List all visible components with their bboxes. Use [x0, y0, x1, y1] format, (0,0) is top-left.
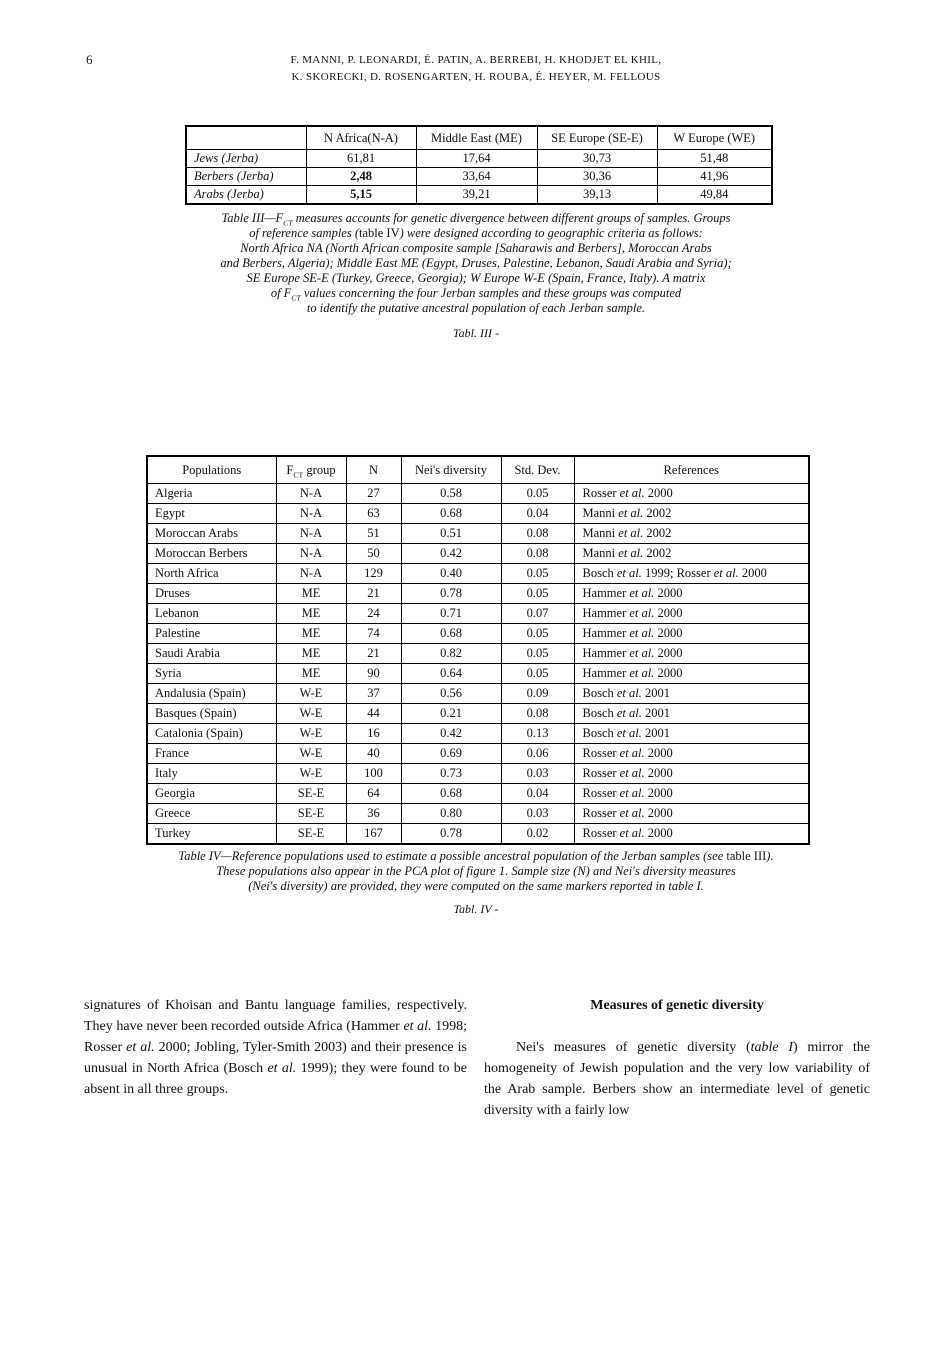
caption-line: of reference samples (table IV) were designed according to geographic criteria as follows:: [249, 226, 703, 240]
table-cell: 0.08: [501, 524, 574, 544]
caption-line: of $F_{CT}$ values concerning the four Jerban samples and these groups was computed: [270, 286, 682, 303]
table-row: [186, 168, 772, 186]
table-cell: 0.64: [401, 664, 501, 684]
table-cell: Druses: [147, 584, 276, 604]
column-header: SE Europe (SE-E): [537, 126, 657, 150]
caption-line: to identify the putative ancestral population of each Jerban sample.: [306, 301, 646, 315]
table-row: [147, 764, 809, 784]
table-cell: SE-E: [276, 804, 346, 824]
table-cell: 39,21: [416, 186, 537, 205]
table-row: [147, 784, 809, 804]
table-cell: 49,84: [657, 186, 772, 205]
table-cell: 44: [346, 704, 401, 724]
table-cell: 51: [346, 524, 401, 544]
table-cell: 0.05: [501, 664, 574, 684]
header-row: [147, 456, 809, 484]
table-cell: W-E: [276, 744, 346, 764]
table-cell: N-A: [276, 524, 346, 544]
table-row: [147, 484, 809, 504]
table-cell: 50: [346, 544, 401, 564]
table-row: [147, 604, 809, 624]
table-cell: 0.21: [401, 704, 501, 724]
table4-label: Tabl. IV -: [453, 902, 499, 916]
table-cell: ME: [276, 604, 346, 624]
table-row: [186, 186, 772, 205]
running-head-line1: F. MANNI, P. LEONARDI, É. PATIN, A. BERREBI, H. KHODJET EL KHIL,: [290, 54, 662, 66]
table4-caption: [0, 849, 952, 894]
table-cell: 30,36: [537, 168, 657, 186]
table-cell: 21: [346, 584, 401, 604]
page-number: 6: [86, 52, 93, 67]
table-cell: N-A: [276, 484, 346, 504]
table-cell: Rosser et al. 2000: [574, 784, 809, 804]
table-cell: Jews (Jerba): [186, 150, 306, 168]
table-cell: N-A: [276, 544, 346, 564]
table-cell: Hammer et al. 2000: [574, 664, 809, 684]
table-row: [147, 584, 809, 604]
table-cell: Catalonia (Spain): [147, 724, 276, 744]
table-cell: 0.40: [401, 564, 501, 584]
table-cell: SE-E: [276, 824, 346, 845]
table-cell: Rosser et al. 2000: [574, 484, 809, 504]
table-cell: Moroccan Arabs: [147, 524, 276, 544]
table-cell: 0.04: [501, 784, 574, 804]
table3-caption: [0, 211, 952, 316]
table-cell: Greece: [147, 804, 276, 824]
table-cell: 5,15: [306, 186, 416, 205]
table-cell: Egypt: [147, 504, 276, 524]
table-cell: 0.51: [401, 524, 501, 544]
table-cell: Rosser et al. 2000: [574, 744, 809, 764]
table-cell: 0.07: [501, 604, 574, 624]
table-cell: Bosch et al. 1999; Rosser et al. 2000: [574, 564, 809, 584]
body-right-column: [484, 995, 870, 1121]
table-cell: W-E: [276, 724, 346, 744]
table-cell: 24: [346, 604, 401, 624]
table-row: [147, 524, 809, 544]
table-cell: 41,96: [657, 168, 772, 186]
right-paragraph: Nei's measures of genetic diversity (table I) mirror the homogeneity of Jewish population and the very low variability of the Arab sample. Berbers show an intermediate level of genetic diversity with a fairly low: [484, 1040, 871, 1118]
table-cell: 0.69: [401, 744, 501, 764]
table-cell: 16: [346, 724, 401, 744]
table-row: [147, 664, 809, 684]
table-cell: 0.68: [401, 624, 501, 644]
table-cell: 0.03: [501, 764, 574, 784]
table-row: [147, 824, 809, 845]
column-header: W Europe (WE): [657, 126, 772, 150]
table-cell: Turkey: [147, 824, 276, 845]
table-cell: 167: [346, 824, 401, 845]
table-cell: France: [147, 744, 276, 764]
section-heading: Measures of genetic diversity: [590, 998, 764, 1013]
caption-line: Table IV—Reference populations used to estimate a possible ancestral population of the Jerban samples (see table III).: [178, 849, 774, 863]
table-cell: Hammer et al. 2000: [574, 624, 809, 644]
table-cell: N-A: [276, 564, 346, 584]
table-cell: Manni et al. 2002: [574, 524, 809, 544]
table-cell: ME: [276, 624, 346, 644]
table-cell: 0.56: [401, 684, 501, 704]
caption-line: (Nei's diversity) are provided, they were computed on the same markers reported in table I.: [248, 879, 704, 893]
table-cell: 40: [346, 744, 401, 764]
table-cell: 0.78: [401, 824, 501, 845]
table-cell: Hammer et al. 2000: [574, 604, 809, 624]
table-row: [147, 804, 809, 824]
column-header: Middle East (ME): [416, 126, 537, 150]
table-cell: 17,64: [416, 150, 537, 168]
table-cell: 2,48: [306, 168, 416, 186]
table-cell: 61,81: [306, 150, 416, 168]
table-cell: Moroccan Berbers: [147, 544, 276, 564]
table-cell: 27: [346, 484, 401, 504]
table-cell: 74: [346, 624, 401, 644]
table-cell: Andalusia (Spain): [147, 684, 276, 704]
table-cell: Rosser et al. 2000: [574, 824, 809, 845]
table-cell: N-A: [276, 504, 346, 524]
table-cell: 37: [346, 684, 401, 704]
table-cell: 0.05: [501, 564, 574, 584]
table-row: [147, 744, 809, 764]
table-cell: 0.05: [501, 584, 574, 604]
caption-line: These populations also appear in the PCA plot of figure 1. Sample size (N) and Nei's diversity measures: [216, 864, 736, 878]
table3-label: Tabl. III -: [453, 326, 499, 340]
table-cell: W-E: [276, 684, 346, 704]
table-cell: Rosser et al. 2000: [574, 764, 809, 784]
table-row: [147, 684, 809, 704]
table-cell: Arabs (Jerba): [186, 186, 306, 205]
column-header: [186, 126, 306, 150]
table-cell: 0.80: [401, 804, 501, 824]
table-cell: 90: [346, 664, 401, 684]
table-row: [186, 150, 772, 168]
caption-line: Table $III—F_{CT}$ measures accounts for genetic divergence between different groups of samples. Groups: [221, 211, 731, 228]
table3-fct-divergence: [185, 125, 773, 205]
table-cell: Manni et al. 2002: [574, 504, 809, 524]
table-cell: 0.82: [401, 644, 501, 664]
table-row: [147, 704, 809, 724]
table-cell: 0.06: [501, 744, 574, 764]
table-cell: W-E: [276, 764, 346, 784]
caption-line: SE Europe SE-E (Turkey, Greece, Georgia); W Europe W-E (Spain, France, Italy). A matrix: [246, 271, 706, 285]
table-row: [147, 544, 809, 564]
table-cell: North Africa: [147, 564, 276, 584]
table-cell: 0.68: [401, 784, 501, 804]
table-row: [147, 564, 809, 584]
body-left-column: [84, 995, 467, 1100]
table-cell: 129: [346, 564, 401, 584]
table-cell: 0.03: [501, 804, 574, 824]
table-cell: 64: [346, 784, 401, 804]
table-cell: 0.68: [401, 504, 501, 524]
table4-reference-populations: [146, 455, 810, 845]
column-header: N: [346, 456, 401, 484]
table-cell: Saudi Arabia: [147, 644, 276, 664]
table-cell: ME: [276, 664, 346, 684]
running-head-line2: K. SKORECKI, D. ROSENGARTEN, H. ROUBA, É. HEYER, M. FELLOUS: [291, 71, 661, 83]
table-cell: Basques (Spain): [147, 704, 276, 724]
table-cell: 0.05: [501, 624, 574, 644]
table-row: [147, 624, 809, 644]
table-cell: Hammer et al. 2000: [574, 644, 809, 664]
table-cell: 0.02: [501, 824, 574, 845]
caption-line: and Berbers, Algeria); Middle East ME (Egypt, Druses, Palestine, Lebanon, Saudi Arabia and Syria);: [220, 256, 732, 270]
table-row: [147, 504, 809, 524]
table-cell: Syria: [147, 664, 276, 684]
table-cell: 100: [346, 764, 401, 784]
table-cell: Italy: [147, 764, 276, 784]
table-cell: Rosser et al. 2000: [574, 804, 809, 824]
table-cell: 0.04: [501, 504, 574, 524]
table-row: [147, 724, 809, 744]
table-cell: 0.08: [501, 544, 574, 564]
table-cell: Bosch et al. 2001: [574, 724, 809, 744]
table-cell: ME: [276, 644, 346, 664]
table-cell: 30,73: [537, 150, 657, 168]
running-head: [0, 52, 952, 86]
table-cell: ME: [276, 584, 346, 604]
table-cell: Algeria: [147, 484, 276, 504]
table-cell: Palestine: [147, 624, 276, 644]
table-cell: 0.09: [501, 684, 574, 704]
table-cell: 0.42: [401, 724, 501, 744]
table-cell: 36: [346, 804, 401, 824]
table-cell: 33,64: [416, 168, 537, 186]
table-cell: 0.13: [501, 724, 574, 744]
table-cell: 0.05: [501, 644, 574, 664]
table-cell: Bosch et al. 2001: [574, 684, 809, 704]
table-cell: 0.78: [401, 584, 501, 604]
table-cell: 0.58: [401, 484, 501, 504]
column-header: References: [574, 456, 809, 484]
table-cell: W-E: [276, 704, 346, 724]
column-header: Populations: [147, 456, 276, 484]
left-paragraph: signatures of Khoisan and Bantu language families, respectively. They have never been recorded outside Africa (Hammer et al. 1998; Rosser et al. 2000; Jobling, Tyler-Smith 2003) and their presence is unusual in North Africa (Bosch et al. 1999); they were found to be absent in all three groups.: [84, 998, 468, 1097]
column-header: N Africa(N-A): [306, 126, 416, 150]
table-cell: 0.42: [401, 544, 501, 564]
table-cell: 0.71: [401, 604, 501, 624]
table-cell: Manni et al. 2002: [574, 544, 809, 564]
table-cell: 0.08: [501, 704, 574, 724]
table-cell: 0.73: [401, 764, 501, 784]
table-cell: 63: [346, 504, 401, 524]
caption-line: North Africa NA (North African composite sample [Saharawis and Berbers], Moroccan Arabs: [240, 241, 712, 255]
table-cell: Lebanon: [147, 604, 276, 624]
table-cell: Berbers (Jerba): [186, 168, 306, 186]
table-cell: 39,13: [537, 186, 657, 205]
column-header: Std. Dev.: [501, 456, 574, 484]
header-row: [186, 126, 772, 150]
table-cell: 0.05: [501, 484, 574, 504]
table-cell: Georgia: [147, 784, 276, 804]
table-cell: SE-E: [276, 784, 346, 804]
column-header: Nei's diversity: [401, 456, 501, 484]
table-cell: Bosch et al. 2001: [574, 704, 809, 724]
table-row: [147, 644, 809, 664]
table-cell: 51,48: [657, 150, 772, 168]
table-cell: 21: [346, 644, 401, 664]
column-header: $F_{CT}$ group: [276, 456, 346, 484]
table-cell: Hammer et al. 2000: [574, 584, 809, 604]
